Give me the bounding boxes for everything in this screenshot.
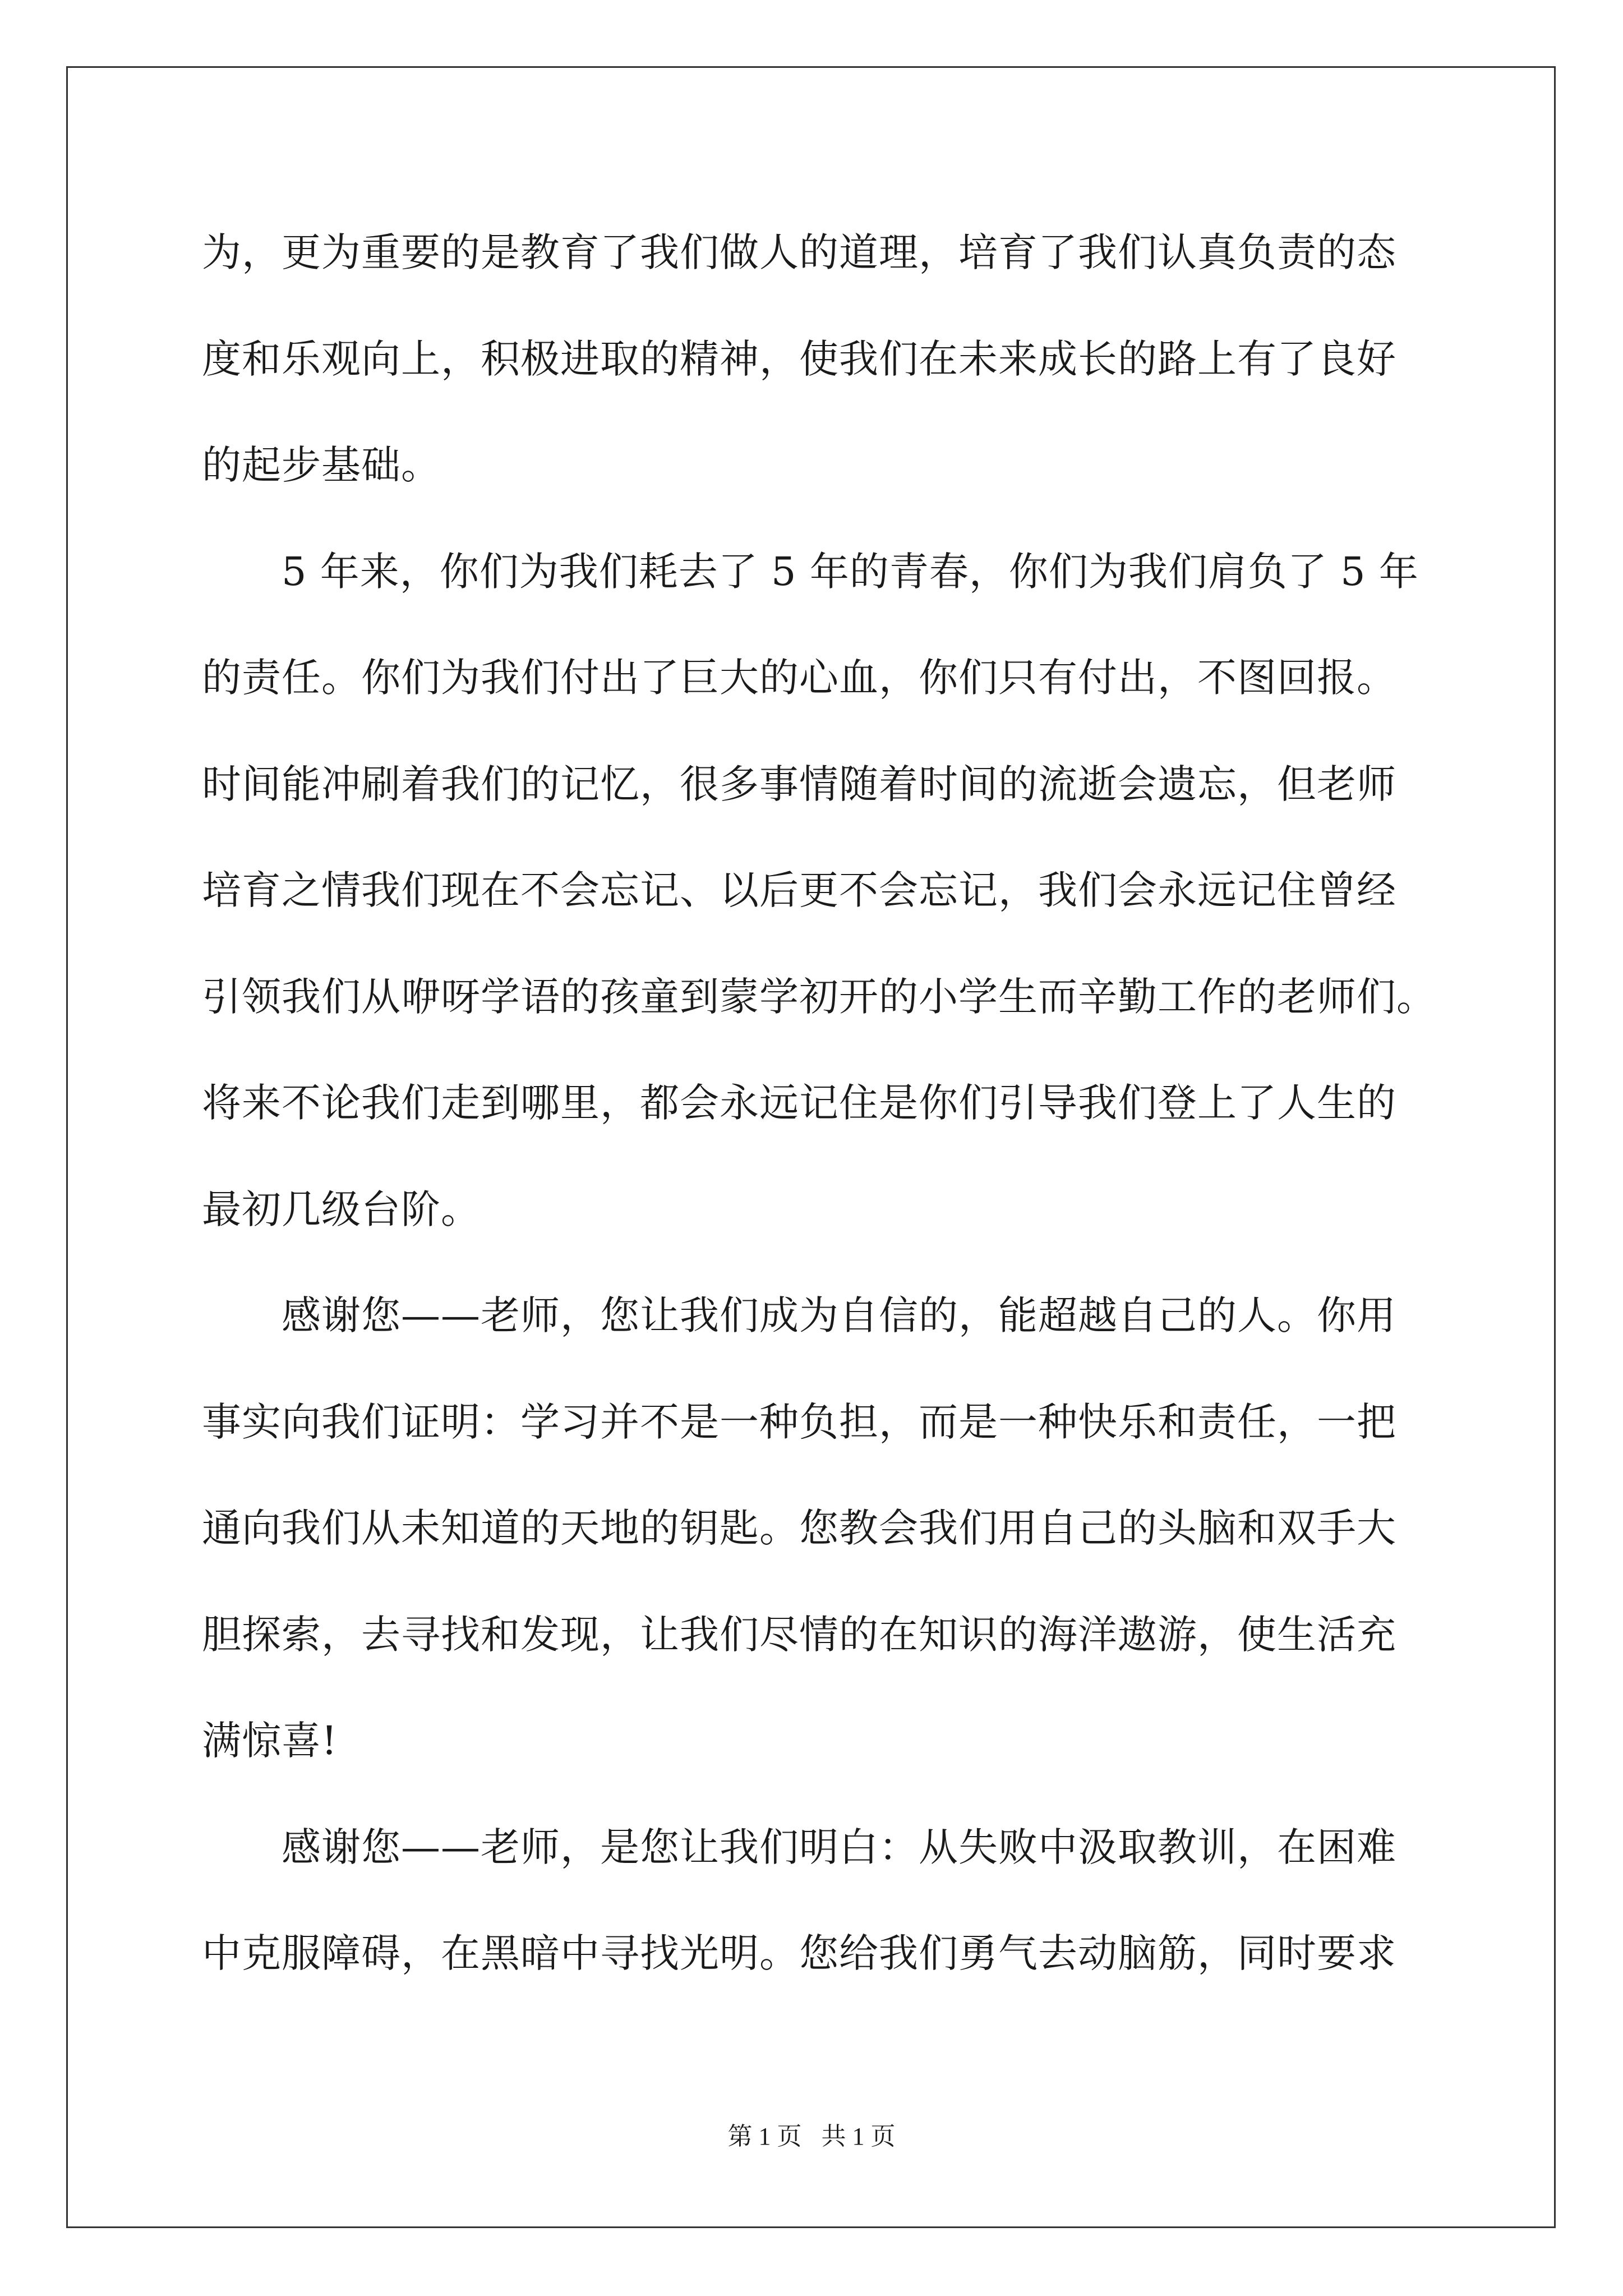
text-line: 为，更为重要的是教育了我们做人的道理，培育了我们认真负责的态 xyxy=(202,229,1396,275)
text-line: 培育之情我们现在不会忘记、以后更不会忘记，我们会永远记住曾经 xyxy=(202,867,1396,913)
text-line: 度和乐观向上，积极进取的精神，使我们在未来成长的路上有了良好 xyxy=(202,336,1396,382)
page-total: 共 1 页 xyxy=(821,2123,896,2150)
text-line: 的起步基础。 xyxy=(202,442,441,488)
text-line: 的责任。你们为我们付出了巨大的心血，你们只有付出，不图回报。 xyxy=(202,655,1396,701)
text-line: 胆探索，去寻找和发现，让我们尽情的在知识的海洋遨游，使生活充 xyxy=(202,1612,1396,1658)
text-line: 中克服障碍，在黑暗中寻找光明。您给我们勇气去动脑筋，同时要求 xyxy=(202,1930,1396,1976)
text-line: 通向我们从未知道的天地的钥匙。您教会我们用自己的头脑和双手大 xyxy=(202,1505,1396,1551)
page-footer xyxy=(0,2120,1623,2154)
text-line: 满惊喜! xyxy=(202,1718,338,1764)
text-line: 感谢您——老师，是您让我们明白：从失败中汲取教训，在困难 xyxy=(202,1824,1396,1870)
text-line: 5 年来，你们为我们耗去了 5 年的青春，你们为我们肩负了 5 年 xyxy=(202,549,1419,595)
page-number: 第 1 页 xyxy=(727,2123,802,2150)
text-line: 事实向我们证明：学习并不是一种负担，而是一种快乐和责任，一把 xyxy=(202,1399,1396,1445)
text-line: 时间能冲刷着我们的记忆，很多事情随着时间的流逝会遗忘，但老师 xyxy=(202,761,1396,807)
text-line: 将来不论我们走到哪里，都会永远记住是你们引导我们登上了人生的 xyxy=(202,1080,1396,1126)
text-line: 感谢您——老师，您让我们成为自信的，能超越自己的人。你用 xyxy=(202,1292,1396,1338)
page-border xyxy=(66,66,1556,2228)
text-line: 引领我们从咿呀学语的孩童到蒙学初开的小学生而辛勤工作的老师们。 xyxy=(202,974,1436,1020)
text-line: 最初几级台阶。 xyxy=(202,1186,481,1232)
